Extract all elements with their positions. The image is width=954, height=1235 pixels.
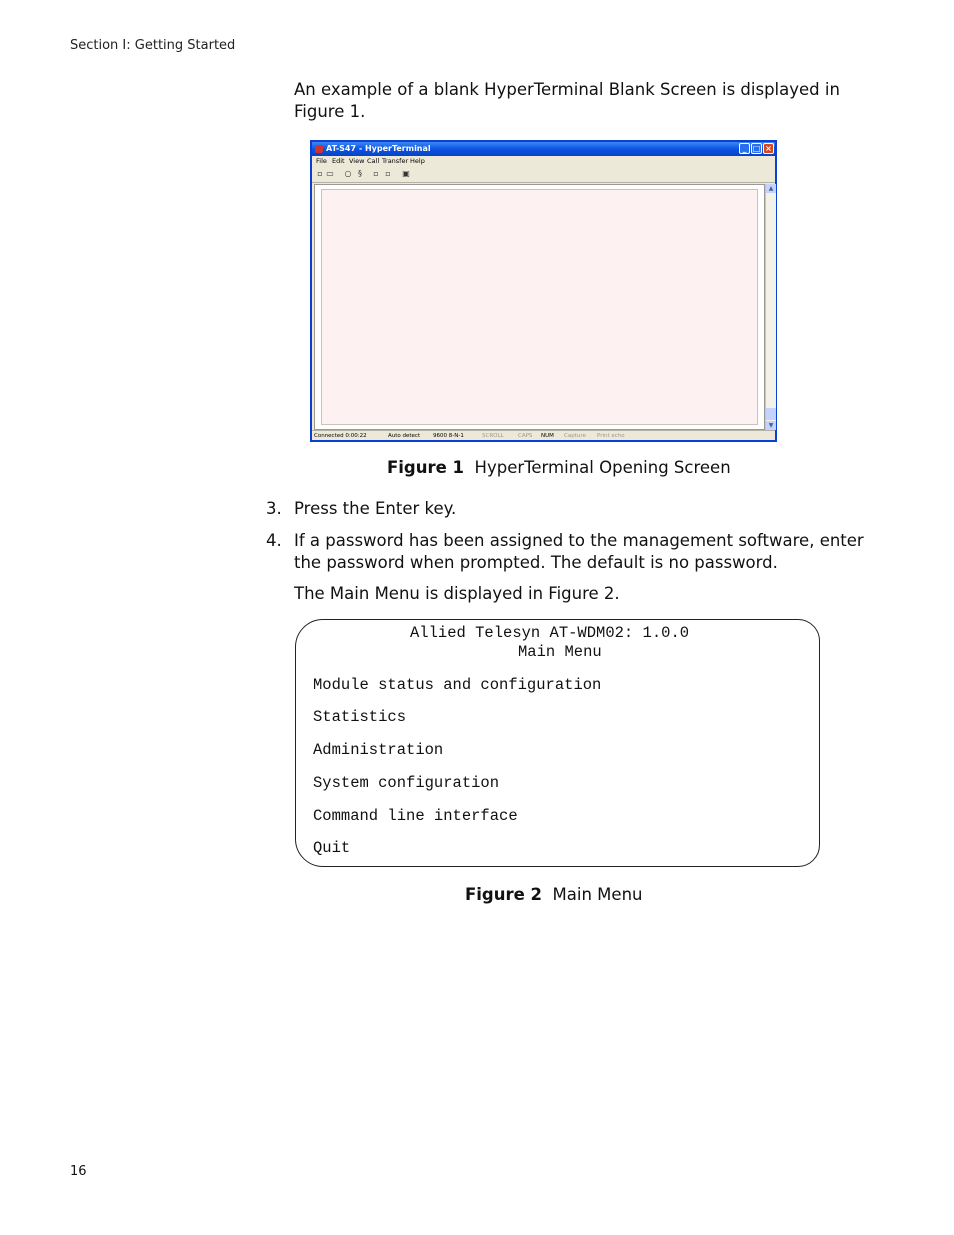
menu-call[interactable]: Call [367,157,380,165]
maximize-icon[interactable]: □ [752,144,761,153]
menu-edit[interactable]: Edit [332,157,345,165]
open-icon[interactable]: ▭ [326,169,334,178]
step-3-number: 3. [266,499,282,518]
status-bar [312,430,775,441]
figure-1-title: HyperTerminal Opening Screen [474,458,731,477]
intro-line-1: An example of a blank HyperTerminal Blank Screen is displayed in [294,80,840,99]
menu-file[interactable]: File [316,157,327,165]
figure-2-label: Figure 2 [465,885,543,904]
menu-item-administration[interactable]: Administration [313,741,444,759]
page-number: 16 [70,1164,87,1179]
page-header: Section I: Getting Started [70,38,236,53]
status-caps: CAPS [518,433,533,439]
figure-2-title: Main Menu [552,885,643,904]
close-icon[interactable]: × [763,143,774,154]
status-capture: Capture [564,433,586,439]
figure-1-label: Figure 1 [387,458,465,477]
toolbar [312,167,775,183]
hyperterminal-app-icon [315,145,323,153]
new-icon[interactable]: ▫ [317,169,323,178]
terminal-screen[interactable] [321,189,758,425]
menu-item-system-configuration[interactable]: System configuration [313,774,500,792]
send-icon[interactable]: ▫ [373,169,379,178]
vertical-scrollbar[interactable] [765,184,776,430]
main-menu-subtitle: Main Menu [518,643,602,661]
properties-icon[interactable]: ▣ [402,169,410,178]
menu-item-module-status[interactable]: Module status and configuration [313,676,602,694]
step-3-text: Press the Enter key. [294,499,457,518]
menu-item-quit[interactable]: Quit [313,839,351,857]
hyperterminal-window [310,140,777,442]
terminal-area[interactable] [314,184,765,430]
minimize-icon[interactable]: _ [739,143,750,154]
status-scroll: SCROLL [482,433,504,439]
menu-item-command-line[interactable]: Command line interface [313,807,518,825]
status-detect: Auto detect [388,433,421,439]
main-menu-intro: The Main Menu is displayed in Figure 2. [294,584,620,603]
connect-icon[interactable]: ○ [344,169,352,178]
step-4-line-1: If a password has been assigned to the management software, enter [294,531,864,550]
receive-icon[interactable]: ▫ [385,169,391,178]
menu-view[interactable]: View [349,157,365,165]
step-4-number: 4. [266,531,282,550]
status-connected: Connected 0:00:22 [314,433,367,439]
scroll-up-icon[interactable]: ▲ [766,184,776,193]
window-titlebar[interactable] [312,142,775,156]
disconnect-icon[interactable]: § [358,169,362,178]
intro-line-2: Figure 1. [294,102,366,121]
status-num: NUM [541,433,554,439]
menu-item-statistics[interactable]: Statistics [313,708,407,726]
step-4-text [294,530,864,574]
intro-paragraph [294,79,840,123]
scroll-down-icon[interactable]: ▼ [766,421,776,430]
figure-1-caption [387,458,731,477]
window-title: AT-S47 - HyperTerminal [326,144,431,153]
scroll-thumb[interactable] [766,408,776,420]
status-settings: 9600 8-N-1 [433,433,464,439]
menu-help[interactable]: Help [410,157,425,165]
figure-2-caption [465,885,642,904]
menu-transfer[interactable]: Transfer [382,157,409,165]
status-print-echo: Print echo [597,433,625,439]
main-menu-title: Allied Telesyn AT-WDM02: 1.0.0 [410,624,690,642]
step-4-line-2: the password when prompted. The default is no password. [294,553,778,572]
menu-bar [312,156,775,167]
